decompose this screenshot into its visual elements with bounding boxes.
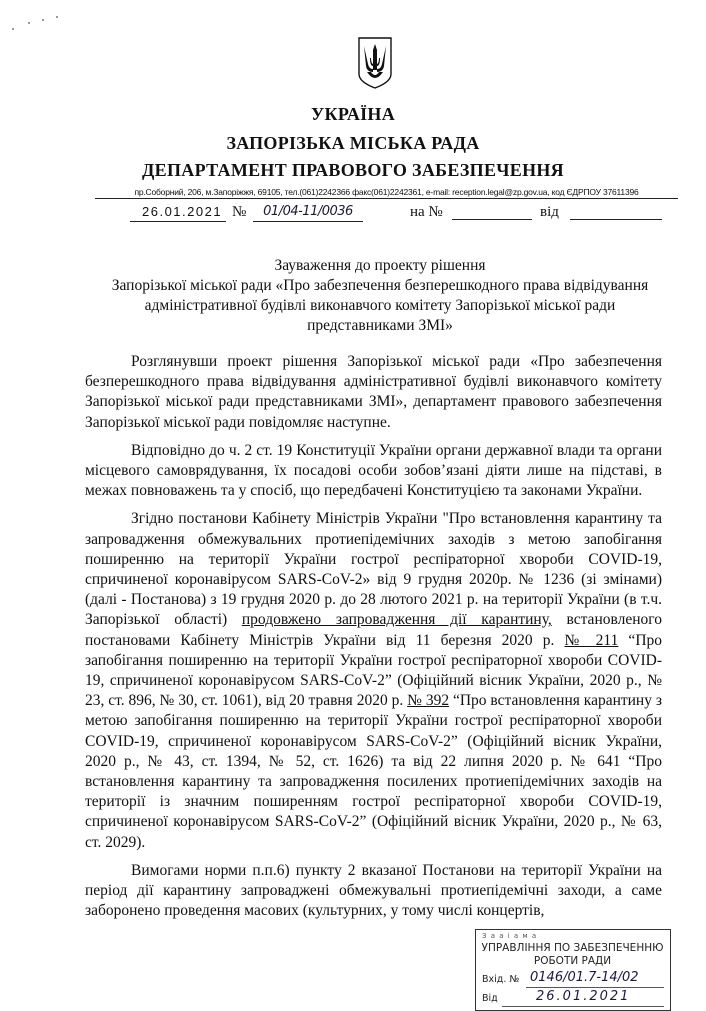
underlined-quarantine-extension: продовжено запровадження дії карантину, <box>241 611 552 629</box>
reference-date-label: від <box>540 204 559 220</box>
text-segment: Вимогами норми п.п.6) пункту 2 вказаної Постанови на території України на період дії карантину запроваджені обмежувальні протиепідемічні заходи, а саме заборонено проведення масових (культурних, <box>85 861 662 920</box>
stamp-faded-header: З а а і а м а <box>482 932 538 941</box>
country-title: УКРАЇНА <box>310 104 396 124</box>
department-title: ДЕПАРТАМЕНТ ПРАВОВОГО ЗАБЕЗПЕЧЕННЯ <box>142 160 564 180</box>
paragraph-2: Відповідно до ч. 2 ст. 19 Конституції України органи державної влади та органи місцевого самоврядування, їх посадові особи зобов’язані діяти лише на підставі, в межах повноважень та у спосіб, що передбачені Конституцією та законами України. <box>85 441 662 500</box>
reference-number-label: на № <box>410 204 443 220</box>
paragraph-4 <box>85 861 662 922</box>
stamp-date-underline <box>502 1006 664 1007</box>
stamp-incoming-label: Вхід. № <box>482 974 520 986</box>
council-title: ЗАПОРІЗЬКА МІСЬКА РАДА <box>226 133 480 153</box>
text-segment: “Про встановлення карантину з метою запобігання поширенню на території України гострої респіраторної хвороби COVID-19, спричиненої коронавірусом SARS-CoV-2” (Офіційний вісник України, 2020 р., № 43, ст. 1394, № 52, ст. 1626) та від 22 липня 2020 р. № 641 “Про встановлення карантину та запровадження посилених протиепідемічних заходів на території із значним поширенням гострої респіраторної хвороби COVID-19, спричиненої коронавірусом SARS-CoV-2” (Офіційний вісник України, 2020 р., № 63, ст. 2029). <box>85 692 662 851</box>
stamp-date: 26.01.2021 <box>536 989 631 1005</box>
stamp-incoming-number: 0146/01.7-14/02 <box>530 970 639 986</box>
contact-details: пр.Соборний, 206, м.Запоріжжя, 69105, тел.(061)2242366 факс(061)2242361, e-mail: reception.legal@zp.gov.ua, код ЄДРПОУ 37611396 <box>134 187 639 197</box>
paragraph-3 <box>85 509 662 852</box>
ukraine-trident-icon <box>357 36 393 90</box>
header-divider <box>95 198 678 199</box>
stamp-incoming-underline <box>526 987 664 988</box>
reference-date-field <box>570 203 662 220</box>
document-subject <box>100 256 660 336</box>
text-segment: Згідно постанови Кабінету Міністрів України "Про встановлення карантину та запровадження обмежувальних протиепідемічних заходів з метою запобігання поширенню на території України гострої респіраторної хвороби COVID-19, спричиненої коронавірусом SARS-CoV-2» від 9 грудня 2020р. № 1236 (зі змінами) (далі - Постанова) з 19 грудня 2020 р. до 28 лютого 2021 р. на території України (в т.ч. Запорізької області) <box>85 510 662 629</box>
underlined-resolution-392: № 392 <box>407 692 450 710</box>
underlined-resolution-211: № 211 <box>564 631 619 649</box>
scan-specks <box>8 14 68 34</box>
stamp-org-line-2: РОБОТИ РАДИ <box>533 955 612 968</box>
text-segment: встановленого постановами Кабінету Міністрів України від 11 березня 2020 р. <box>85 611 662 649</box>
outgoing-number-label: № <box>232 204 247 220</box>
text-segment: “Про запобігання поширенню на території України гострої респіраторної хвороби COVID-19, спричиненої коронавірусом SARS-CoV-2” (Офіційний вісник України, 2020 р., № 23, ст. 896, № 30, ст. 1061), від 20 травня 2020 р. <box>85 631 663 710</box>
outgoing-number: 01/04-11/0036 <box>253 203 363 222</box>
stamp-date-label: Від <box>482 993 498 1005</box>
subject-title: Зауваження до проекту рішення <box>274 257 486 274</box>
paragraph-4-continuation: у тому числі концертів, <box>390 902 545 920</box>
incoming-registration-stamp <box>475 929 671 1011</box>
subject-description: Запорізької міської ради «Про забезпечення безперешкодного права відвідування адміністративної будівлі виконавчого комітету Запорізької міської ради представниками ЗМІ» <box>111 277 649 334</box>
document-body <box>85 352 662 1011</box>
reference-number-field <box>452 203 532 220</box>
outgoing-date: 26.01.2021 <box>130 203 226 222</box>
stamp-org-line-1: УПРАВЛІННЯ ПО ЗАБЕЗПЕЧЕННЮ <box>481 942 664 955</box>
paragraph-1: Розглянувши проект рішення Запорізької міської ради «Про забезпечення безперешкодного права відвідування адміністративної будівлі виконавчого комітету Запорізької міської ради представниками ЗМІ», департамент правового забезпечення Запорізької міської ради повідомляє наступне. <box>85 353 662 431</box>
